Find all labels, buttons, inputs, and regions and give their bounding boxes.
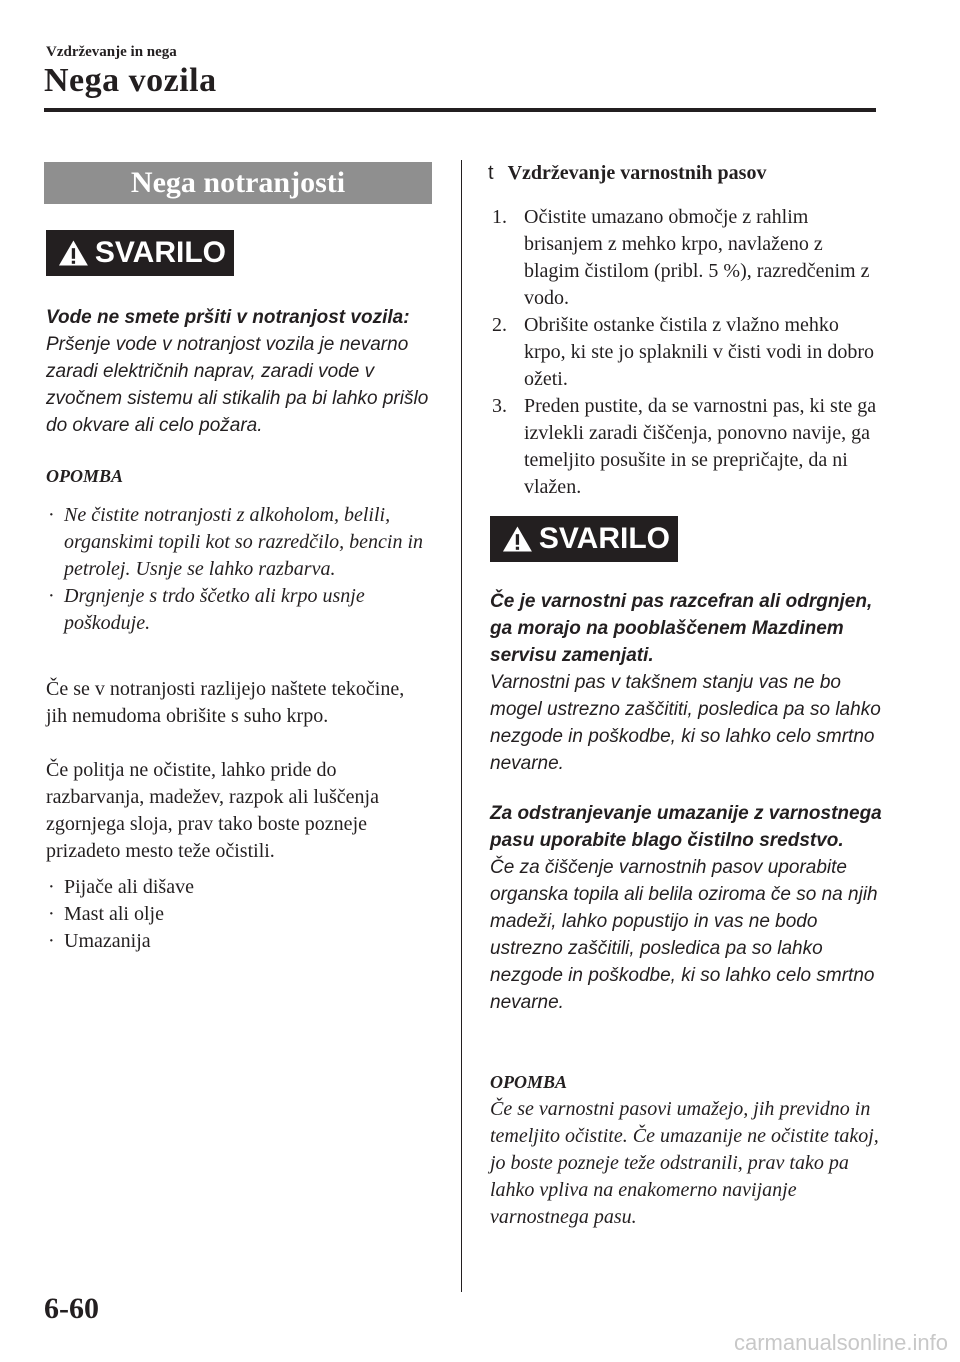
warning-bold: Za odstranjevanje umazanije z varnostnega pasu uporabite blago čistilno sredstvo. [490, 803, 882, 851]
list-item: 2. Obrišite ostanke čistila z vlažno mehko krpo, ki ste jo splaknili v čisti vodi in dobro ožeti. [492, 314, 874, 390]
warning-text: Pršenje vode v notranjost vozila je nevarno zaradi električnih naprav, zaradi vode v zvočnem sistemu ali stikalih pa bi lahko prišlo do okvare ali celo požara. [46, 334, 429, 436]
warning-text: Če za čiščenje varnostnih pasov uporabite organska topila ali belila oziroma če so na njih madeži, lahko popustijo in vas ne bodo ustrezno zaščitili, posledica pa so lahko nezgode in poškodbe, ki so lahko celo smrtno nevarne. [490, 857, 878, 1013]
note-heading: OPOMBA [46, 466, 124, 486]
warning-badge [490, 516, 678, 562]
list-item: · Pijače ali dišave [48, 876, 194, 898]
note-list [46, 502, 438, 637]
note-heading: OPOMBA [490, 1072, 568, 1092]
list-item: · Drgnjenje s trdo ščetko ali krpo usnje poškoduje. [48, 585, 365, 634]
section-marker: t [488, 162, 494, 184]
list-item: · Ne čistite notranjosti z alkoholom, belili, organskimi topili kot so razredčilo, bencin in petrolej. Usnje se lahko razbarva. [48, 504, 424, 580]
warning-text: Varnostni pas v takšnem stanju vas ne bo mogel ustrezno zaščititi, posledica pa so lahko nezgode in poškodbe, ki so lahko celo smrtno nevarne. [490, 672, 881, 774]
list-item: 1. Očistite umazano območje z rahlim brisanjem z mehko krpo, navlaženo z blagim čistilom (pribl. 5 %), razredčenim z vodo. [492, 206, 870, 309]
steps-list [492, 204, 880, 501]
watermark: carmanualsonline.info [733, 1330, 948, 1355]
paragraph: Če politja ne očistite, lahko pride do razbarvanja, madežev, razpok ali luščenja zgornjega sloja, prav tako boste pozneje prizadeto mesto teže očistili. [46, 759, 379, 862]
list-item: 3. Preden pustite, da se varnostni pas, ki ste ga izvlekli zaradi čiščenja, ponovno navije, ga temeljito posušite in se prepričajte, da ni vlažen. [492, 395, 877, 498]
header-divider [44, 108, 876, 112]
warning-triangle-icon [502, 525, 533, 553]
section-banner: Nega notranjosti [44, 162, 432, 204]
section-label: Vzdrževanje in nega [46, 44, 177, 60]
column-divider [461, 160, 462, 1292]
subsection-heading: t Vzdrževanje varnostnih pasov [488, 162, 767, 184]
warning-badge [46, 230, 234, 276]
list-item: · Umazanija [48, 930, 151, 952]
warning-label: SVARILO [94, 236, 226, 269]
list-item: · Mast ali olje [48, 903, 164, 925]
paragraph: Če se v notranjosti razlijejo naštete tekočine, jih nemudoma obrišite s suho krpo. [46, 678, 405, 727]
page-number: 6-60 [44, 1292, 99, 1325]
page-title: Nega vozila [44, 62, 217, 99]
warning-bold: Če je varnostni pas razcefran ali odrgnjen, ga morajo na pooblaščenem Mazdinem servisu zamenjati. [490, 591, 873, 666]
warning-body [490, 800, 884, 1016]
item-list [46, 874, 426, 955]
warning-body [490, 588, 884, 777]
warning-body [46, 304, 438, 439]
warning-bold: Vode ne smete pršiti v notranjost vozila: [46, 307, 410, 328]
note-text: Če se varnostni pasovi umažejo, jih previdno in temeljito očistite. Če umazanije ne očistite takoj, jo boste pozneje teže odstranili, prav tako pa lahko vpliva na enakomerno navijanje varnostnega pasu. [490, 1098, 879, 1228]
warning-label: SVARILO [538, 522, 670, 555]
warning-triangle-icon [58, 239, 89, 267]
